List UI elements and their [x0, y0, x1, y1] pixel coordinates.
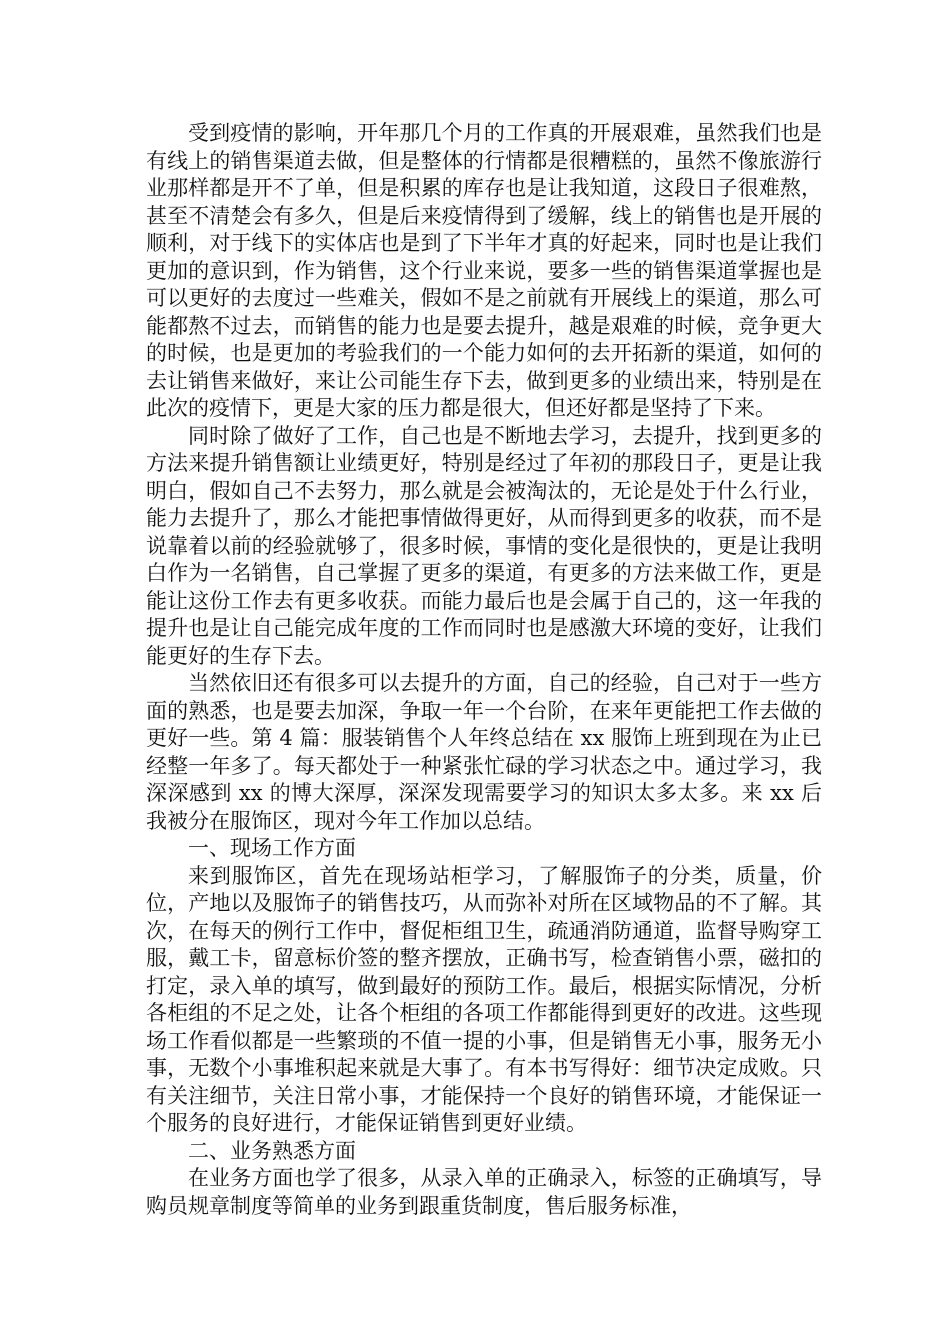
paragraph: 来到服饰区，首先在现场站柜学习，了解服饰子的分类，质量，价位，产地以及服饰子的销售技巧，从而弥补对所在区域物品的不了解。其次，在每天的例行工作中，督促柜组卫生，疏通消防通道，监督导购穿工服，戴工卡，留意标价签的整齐摆放，正确书写，检查销售小票，磁扣的打定，录入单的填写，做到最好的预防工作。最后，根据实际情况，分析各柜组的不足之处，让各个柜组的各项工作都能得到更好的改进。这些现场工作看似都是一些繁琐的不值一提的小事，但是销售无小事，服务无小事，无数个小事堆积起来就是大事了。有本书写得好：细节决定成败。只有关注细节，关注日常小事，才能保持一个良好的销售环境，才能保证一个服务的良好进行，才能保证销售到更好业绩。: [146, 863, 822, 1135]
paragraph: 当然依旧还有很多可以去提升的方面，自己的经验，自己对于一些方面的熟悉，也是要去加深，争取一年一个台阶，在来年更能把工作去做的更好一些。第 4 篇：服装销售个人年终总结在 xx 服饰上班到现在为止已经整一年多了。每天都处于一种紧张忙碌的学习状态之中。通过学习，我深深感到 xx 的博大深厚，深深发现需要学习的知识太多太多。来 xx 后我被分在服饰区，现对今年工作加以总结。: [146, 671, 822, 833]
document-page: [146, 120, 822, 1220]
paragraph: 在业务方面也学了很多，从录入单的正确录入，标签的正确填写，导购员规章制度等简单的业务到跟重货制度，售后服务标准，: [146, 1166, 822, 1218]
paragraph: 受到疫情的影响，开年那几个月的工作真的开展艰难，虽然我们也是有线上的销售渠道去做，但是整体的行情都是很糟糕的，虽然不像旅游行业那样都是开不了单，但是积累的库存也是让我知道，这段日子很难熬，甚至不清楚会有多久，但是后来疫情得到了缓解，线上的销售也是开展的顺利，对于线下的实体店也是到了下半年才真的好起来，同时也是让我们更加的意识到，作为销售，这个行业来说，要多一些的销售渠道掌握也是可以更好的去度过一些难关，假如不是之前就有开展线上的渠道，那么可能都熬不过去，而销售的能力也是要去提升，越是艰难的时候，竞争更大的时候，也是更加的考验我们的一个能力如何的去开拓新的渠道，如何的去让销售来做好，来让公司能生存下去，做到更多的业绩出来，特别是在此次的疫情下，更是大家的压力都是很大，但还好都是坚持了下来。: [146, 121, 822, 420]
section-heading: 一、现场工作方面: [188, 836, 356, 860]
paragraph: 同时除了做好了工作，自己也是不断地去学习，去提升，找到更多的方法来提升销售额让业绩更好，特别是经过了年初的那段日子，更是让我明白，假如自己不去努力，那么就是会被淘汰的，无论是处于什么行业，能力去提升了，那么才能把事情做得更好，从而得到更多的收获，而不是说靠着以前的经验就够了，很多时候，事情的变化是很快的，更是让我明白作为一名销售，自己掌握了更多的渠道，有更多的方法来做工作，更是能让这份工作去有更多收获。而能力最后也是会属于自己的，这一年我的提升也是让自己能完成年度的工作而同时也是感激大环境的变好，让我们能更好的生存下去。: [146, 423, 822, 668]
section-heading: 二、业务熟悉方面: [188, 1138, 356, 1163]
